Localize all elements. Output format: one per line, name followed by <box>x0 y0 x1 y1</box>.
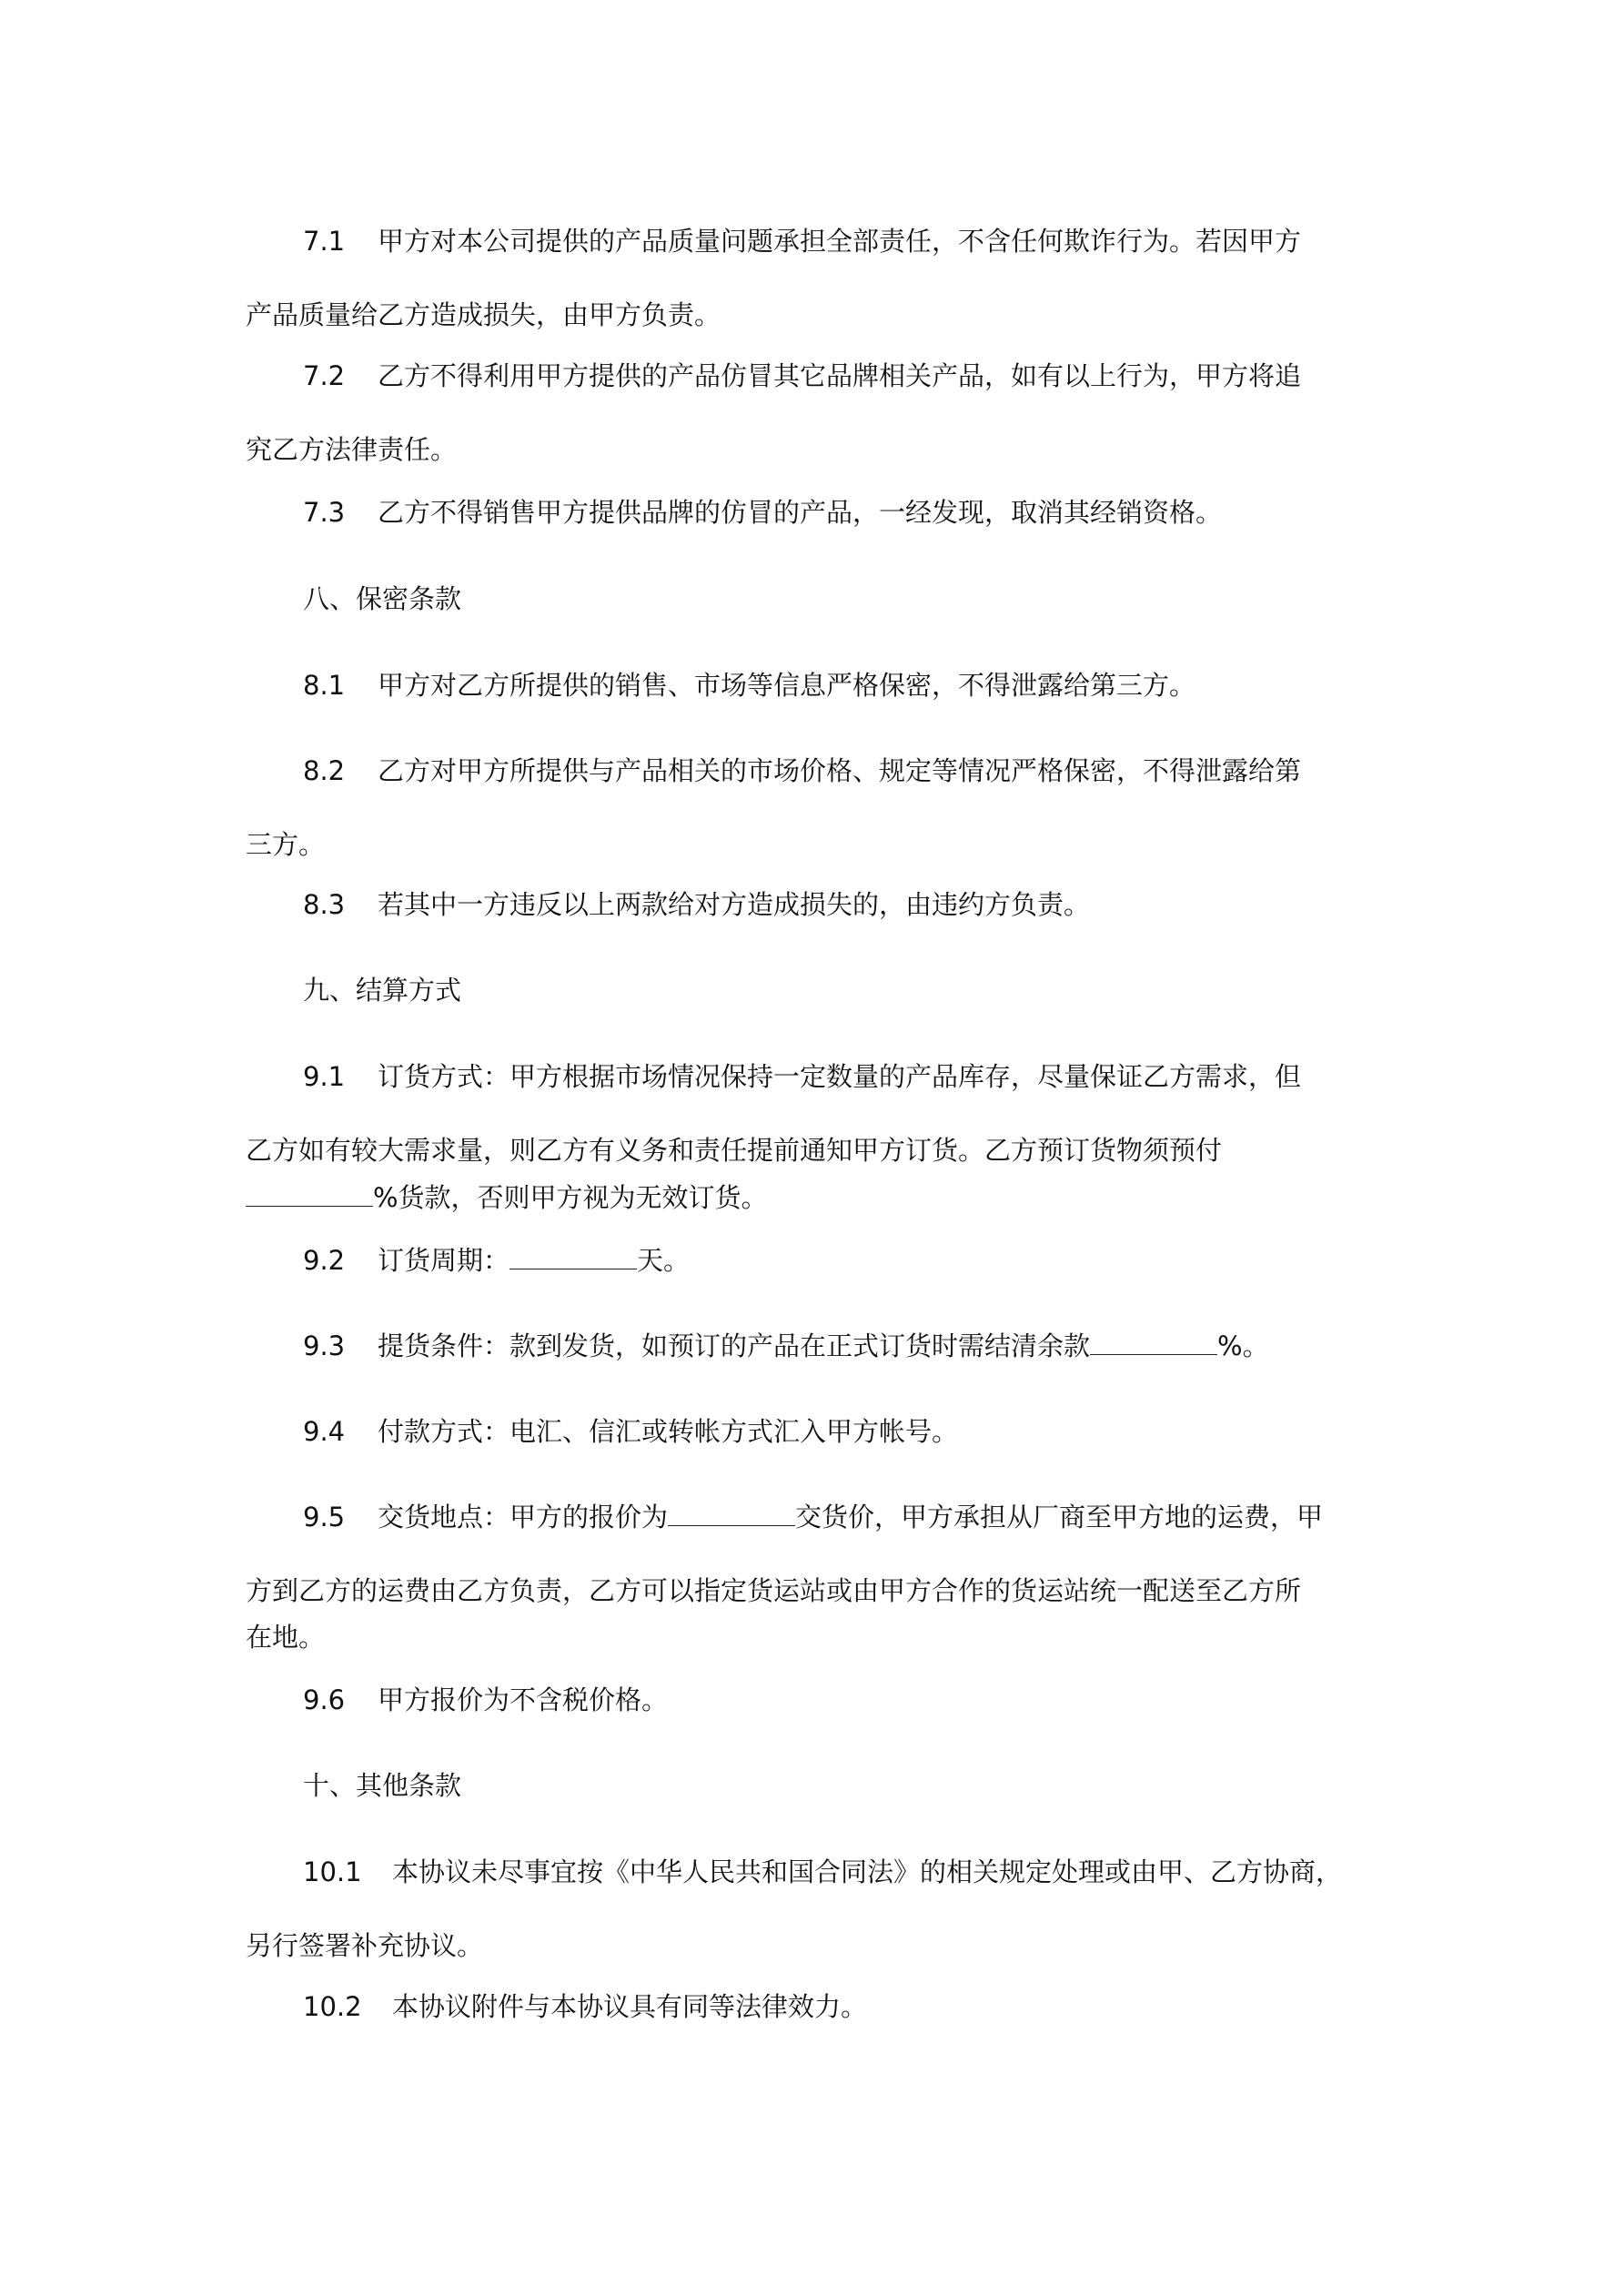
clause-text: 甲方报价为不含税价格。 <box>378 1684 669 1715</box>
clause-text: 提货条件：款到发货，如预订的产品在正式订货时需结清余款 <box>378 1330 1091 1361</box>
clause-text: 乙方不得销售甲方提供品牌的仿冒的产品，一经发现，取消其经销资格。 <box>378 497 1223 528</box>
fill-blank[interactable] <box>509 1243 637 1269</box>
clause-number: 7.2 <box>303 360 346 391</box>
clause-9-6 <box>303 1682 668 1718</box>
clause-7-3 <box>303 494 1222 531</box>
clause-number: 8.2 <box>303 755 346 786</box>
clause-9-5-cont: 方到乙方的运费由乙方负责，乙方可以指定货运站或由甲方合作的货运站统一配送至乙方所 <box>246 1575 1302 1606</box>
section-10-heading: 十、其他条款 <box>303 1770 462 1801</box>
clause-text: 甲方对本公司提供的产品质量问题承担全部责任，不含任何欺诈行为。若因甲方 <box>378 226 1302 257</box>
clause-number: 7.1 <box>303 226 346 257</box>
clause-number: 9.1 <box>303 1061 346 1092</box>
section-8-heading: 八、保密条款 <box>303 583 462 614</box>
fill-blank[interactable] <box>1090 1329 1217 1355</box>
clause-7-1 <box>303 223 1301 259</box>
clause-number: 9.4 <box>303 1416 346 1447</box>
clause-text: 乙方对甲方所提供与产品相关的市场价格、规定等情况严格保密，不得泄露给第 <box>378 755 1302 786</box>
clause-number: 9.3 <box>303 1330 346 1361</box>
clause-text: 订货周期： <box>378 1245 510 1276</box>
fill-blank[interactable] <box>246 1180 373 1207</box>
clause-text: 若其中一方违反以上两款给对方造成损失的，由违约方负责。 <box>378 889 1091 920</box>
clause-number: 10.2 <box>303 1991 362 2022</box>
clause-text-after: %。 <box>1217 1330 1269 1361</box>
clause-9-3 <box>303 1328 1269 1364</box>
clause-text-after: 交货价，甲方承担从厂商至甲方地的运费，甲 <box>795 1502 1324 1532</box>
clause-number: 9.2 <box>303 1245 346 1276</box>
clause-number: 8.3 <box>303 889 346 920</box>
section-9-heading: 九、结算方式 <box>303 975 462 1006</box>
clause-9-5-cont2: 在地。 <box>246 1622 326 1653</box>
clause-text: 交货地点：甲方的报价为 <box>378 1502 669 1532</box>
clause-number: 10.1 <box>303 1856 362 1887</box>
clause-8-3 <box>303 886 1090 923</box>
clause-text: 订货方式：甲方根据市场情况保持一定数量的产品库存，尽量保证乙方需求，但 <box>378 1061 1302 1092</box>
clause-8-2-cont: 三方。 <box>246 829 326 860</box>
clause-number: 9.6 <box>303 1684 346 1715</box>
clause-10-2 <box>303 1988 867 2025</box>
clause-text: %货款，否则甲方视为无效订货。 <box>373 1182 768 1213</box>
clause-9-5 <box>303 1499 1323 1535</box>
clause-7-1-cont: 产品质量给乙方造成损失，由甲方负责。 <box>246 299 721 330</box>
clause-10-1-cont: 另行签署补充协议。 <box>246 1930 484 1961</box>
clause-8-2 <box>303 753 1301 789</box>
clause-text: 付款方式：电汇、信汇或转帐方式汇入甲方帐号。 <box>378 1416 959 1447</box>
clause-text: 本协议附件与本协议具有同等法律效力。 <box>392 1991 868 2022</box>
fill-blank[interactable] <box>668 1500 795 1526</box>
clause-7-2 <box>303 358 1301 394</box>
clause-9-1-cont: 乙方如有较大需求量，则乙方有义务和责任提前通知甲方订货。乙方预订货物须预付 <box>246 1135 1223 1166</box>
clause-number: 8.1 <box>303 670 346 701</box>
clause-9-2 <box>303 1242 690 1279</box>
clause-number: 9.5 <box>303 1502 346 1532</box>
clause-7-2-cont: 究乙方法律责任。 <box>246 434 458 465</box>
clause-number: 7.3 <box>303 497 346 528</box>
clause-text: 本协议未尽事宜按《中华人民共和国合同法》的相关规定处理或由甲、乙方协商， <box>392 1856 1343 1887</box>
clause-10-1 <box>303 1854 1342 1890</box>
clause-text-after: 天。 <box>637 1245 691 1276</box>
clause-8-1 <box>303 667 1195 703</box>
clause-text: 甲方对乙方所提供的销售、市场等信息严格保密，不得泄露给第三方。 <box>378 670 1196 701</box>
clause-9-1 <box>303 1058 1301 1095</box>
clause-9-4 <box>303 1413 958 1450</box>
clause-text: 乙方不得利用甲方提供的产品仿冒其它品牌相关产品，如有以上行为，甲方将追 <box>378 360 1302 391</box>
clause-9-1-cont2 <box>246 1179 768 1216</box>
